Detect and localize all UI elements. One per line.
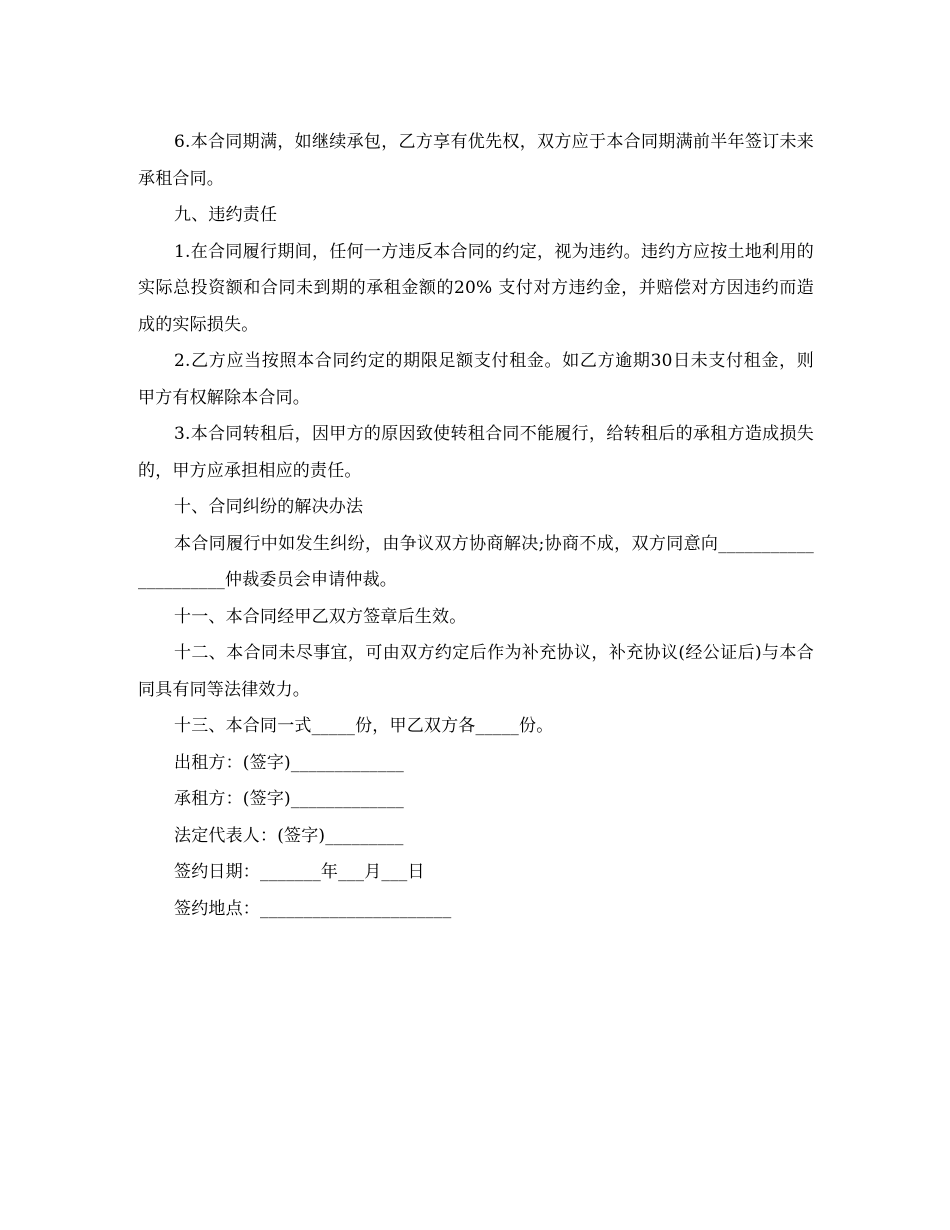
signature-lessee: 承租方：(签字)_____________ bbox=[174, 789, 404, 809]
section-heading-breach-liability: 九、违约责任 bbox=[174, 205, 278, 225]
document-body bbox=[138, 124, 814, 927]
clause-9-1-breach: 1.在合同履行期间，任何一方违反本合同的约定，视为违约。违约方应按土地利用的实际总投资额和合同未到期的承租金额的20% 支付对方违约金，并赔偿对方因违约而造成的实际损失。 bbox=[138, 241, 814, 335]
clause-12-supplementary: 十二、本合同未尽事宜，可由双方约定后作为补充协议，补充协议(经公证后)与本合同具有同等法律效力。 bbox=[138, 643, 814, 700]
section-heading-dispute-resolution: 十、合同纠纷的解决办法 bbox=[174, 497, 364, 517]
clause-9-3-sublease: 3.本合同转租后，因甲方的原因致使转租合同不能履行，给转租后的承租方造成损失的，甲方应承担相应的责任。 bbox=[138, 424, 814, 481]
signing-date: 签约日期：_______年___月___日 bbox=[174, 862, 425, 882]
signing-place: 签约地点：______________________ bbox=[174, 898, 452, 919]
clause-9-2-rent-payment: 2.乙方应当按照本合同约定的期限足额支付租金。如乙方逾期30日未支付租金，则甲方有权解除本合同。 bbox=[138, 351, 814, 408]
clause-10-arbitration: 本合同履行中如发生纠纷，由争议双方协商解决;协商不成，双方同意向_____________________仲裁委员会申请仲裁。 bbox=[138, 533, 814, 590]
clause-8-6-renewal: 6.本合同期满，如继续承包，乙方享有优先权，双方应于本合同期满前半年签订未来承租合同。 bbox=[138, 132, 814, 189]
signature-lessor: 出租方：(签字)_____________ bbox=[174, 752, 404, 773]
clause-11-effective: 十一、本合同经甲乙双方签章后生效。 bbox=[174, 606, 467, 627]
signature-legal-representative: 法定代表人：(签字)_________ bbox=[174, 825, 404, 846]
clause-13-copies: 十三、本合同一式_____份，甲乙双方各_____份。 bbox=[174, 716, 554, 736]
